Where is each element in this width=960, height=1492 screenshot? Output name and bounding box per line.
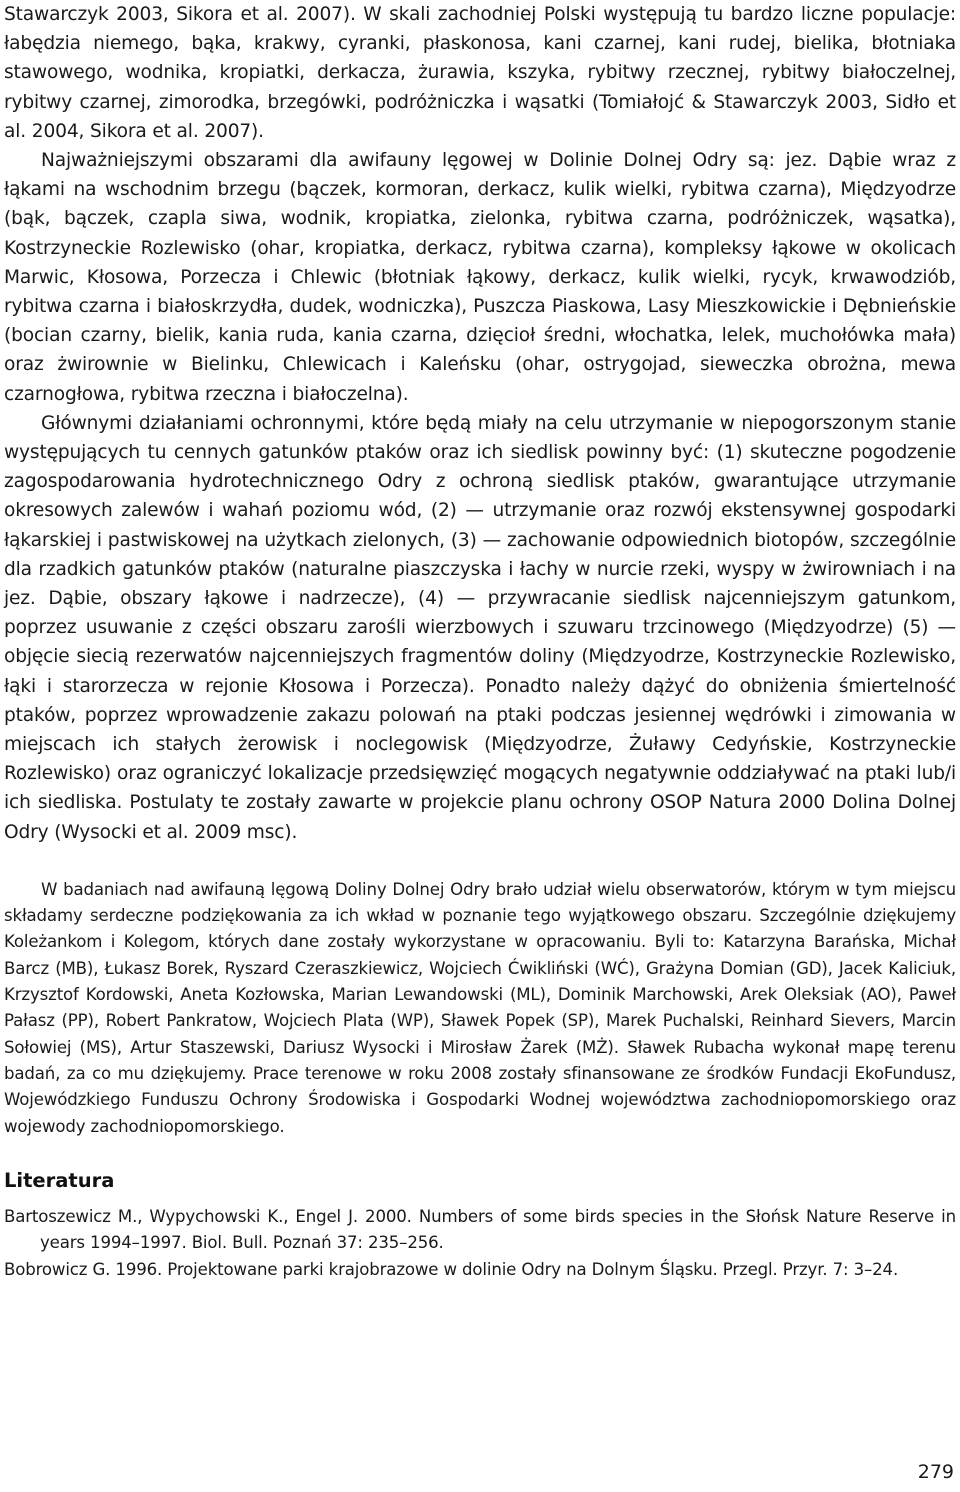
body-paragraph-key-areas: Najważniejszymi obszarami dla awifauny lęgowej w Dolinie Dolnej Odry są: jez. Dąbie wraz z łąkami na wschodnim brzegu (bączek, kormoran, derkacz, kulik wielki, rybitwa czarna), Międzyodrze (bąk, bączek, czapla siwa, wodnik, kropiatka, zielonka, rybitwa czarna, podróżniczek, wąsatka), Kostrzyneckie Rozlewisko (ohar, kropiatka, derkacz, rybitwa czarna), kompleksy łąkowe w okolicach Marwic, Kłosowa, Porzecza i Chlewic (błotniak łąkowy, derkacz, kulik wielki, rycyk, krwawodziób, rybitwa czarna i białoskrzydła, dudek, wodniczka), Puszcza Piaskowa, Lasy Mieszkowickie i Dębnieńskie (bocian czarny, bielik, kania ruda, kania czarna, dzięcioł średni, włochatka, lelek, muchołówka mała) oraz żwirownie w Bielinku, Chlewicach i Kaleńsku (ohar, ostrygojad, sieweczka obrożna, mewa czarnogłowa, rybitwa rzeczna i białoczelna). bbox=[4, 150, 956, 405]
body-paragraph-conservation-actions: Głównymi działaniami ochronnymi, które będą miały na celu utrzymanie w niepogorszonym stanie występujących tu cennych gatunków ptaków oraz ich siedlisk powinny być: (1) skuteczne pogodzenie zagospodarowania hydrotechnicznego Odry z ochroną siedlisk ptaków, gwarantujące utrzymanie okresowych zalewów i wahań poziomu wód, (2) — utrzymanie oraz rozwój ekstensywnej gospodarki łąkarskiej i pastwiskowej na użytkach zielonych, (3) — zachowanie odpowiednich biotopów, szczególnie dla rzadkich gatunków ptaków (naturalne piaszczyska i łachy w nurcie rzeki, wyspy w żwirowniach i na jez. Dąbie, obszary łąkowe i nadrzecze), (4) — przywracanie siedlisk najcenniejszym gatunkom, poprzez usuwanie z części obszaru zarośli wierzbowych i szuwaru trzcinowego (Międzyodrze) (5) — objęcie siecią rezerwatów najcenniejszych fragmentów doliny (Międzyodrze, Kostrzyneckie Rozlewisko, łąki i starorzecza w rejonie Kłosowa i Porzecza). Ponadto należy dążyć do obniżenia śmiertelność ptaków, poprzez wprowadzenie zakazu polowań na ptaki podczas jesiennej wędrówki i zimowania w miejscach ich stałych żerowisk i noclegowisk (Międzyodrze, Żuławy Cedyńskie, Kostrzyneckie Rozlewisko) oraz ograniczyć lokalizacje przedsięwzięć mogących negatywnie oddziaływać na ptaki lub/i ich siedliska. Postulaty te zostały zawarte w projekcie planu ochrony OSOP Natura 2000 Dolina Dolnej Odry (Wysocki et al. 2009 msc). bbox=[4, 412, 956, 843]
acknowledgements-paragraph: W badaniach nad awifauną lęgową Doliny Dolnej Odry brało udział wielu obserwatorów, którym w tym miejscu składamy serdeczne podziękowania za ich wkład w poznanie tego wyjątkowego obszaru. Szczególnie dziękujemy Koleżankom i Kolegom, których dane zostały wykorzystane w opracowaniu. Byli to: Katarzyna Barańska, Michał Barcz (MB), Łukasz Borek, Ryszard Czeraszkiewicz, Wojciech Ćwikliński (WĆ), Grażyna Domian (GD), Jacek Kaliciuk, Krzysztof Kordowski, Aneta Kozłowska, Marian Lewandowski (ML), Dominik Marchowski, Arek Oleksiak (AO), Paweł Pałasz (PP), Robert Pankratow, Wojciech Plata (WP), Sławek Popek (SP), Marek Puchalski, Reinhard Sievers, Marcin Sołowiej (MS), Artur Staszewski, Dariusz Wysocki i Mirosław Żarek (MŻ). Sławek Rubacha wykonał mapę terenu badań, za co mu dziękujemy. Prace terenowe w roku 2008 zostały sfinansowane ze środków Fundacji EkoFundusz, Wojewódzkiego Funduszu Ochrony Środowiska i Gospodarki Wodnej województwa zachodniopomorskiego oraz wojewody zachodniopomorskiego. bbox=[4, 879, 956, 1136]
article-page bbox=[4, 0, 956, 1283]
reference-item: Bobrowicz G. 1996. Projektowane parki krajobrazowe w dolinie Odry na Dolnym Śląsku. Przegl. Przyr. 7: 3–24. bbox=[4, 1260, 899, 1280]
body-paragraph-species-populations: Stawarczyk 2003, Sikora et al. 2007). W skali zachodniej Polski występują tu bardzo liczne populacje: łabędzia niemego, bąka, krakwy, cyranki, płaskonosa, kani czarnej, kani rudej, bielika, błotniaka stawowego, wodnika, kropiatki, derkacza, żurawia, kszyka, rybitwy rzecznej, rybitwy białoczelnej, rybitwy czarnej, zimorodka, brzegówki, podróżniczka i wąsatki (Tomiałojć & Stawarczyk 2003, Sidło et al. 2004, Sikora et al. 2007). bbox=[4, 4, 956, 142]
reference-list bbox=[4, 1204, 956, 1284]
reference-item: Bartoszewicz M., Wypychowski K., Engel J. 2000. Numbers of some birds species in the Słońsk Nature Reserve in years 1994–1997. Biol. Bull. Poznań 37: 235–256. bbox=[4, 1206, 956, 1253]
page-number: 279 bbox=[917, 1461, 954, 1483]
literature-heading: Literatura bbox=[4, 1168, 115, 1192]
